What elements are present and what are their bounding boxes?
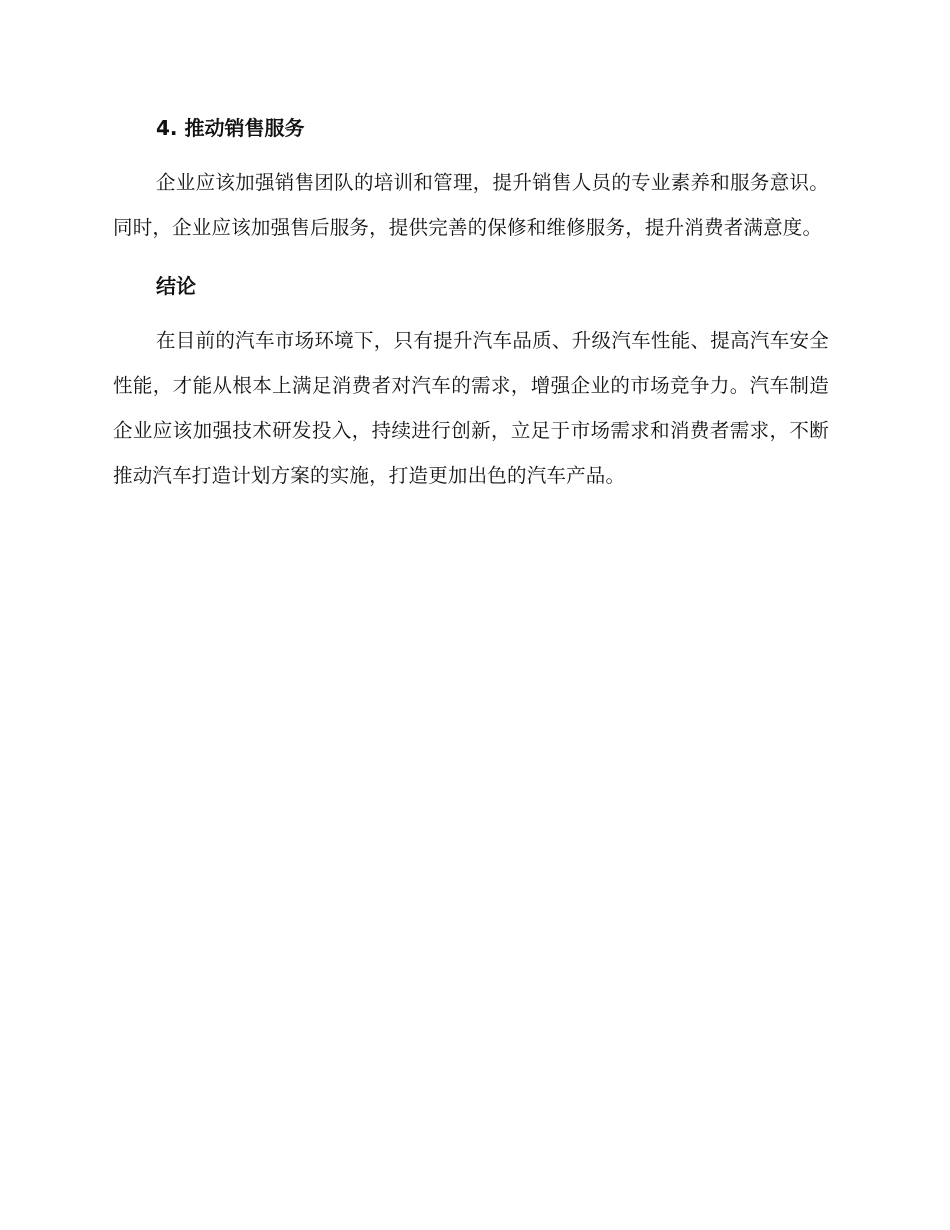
- section-heading-conclusion: 结论: [156, 274, 196, 298]
- paragraph-conclusion: 在目前的汽车市场环境下，只有提升汽车品质、升级汽车性能、提高汽车安全性能，才能从根本上满足消费者对汽车的需求，增强企业的市场竞争力。汽车制造企业应该加强技术研发投入，持续进行创新，立足于市场需求和消费者需求，不断推动汽车打造计划方案的实施，打造更加出色的汽车产品。: [113, 329, 829, 487]
- document-body: [113, 108, 829, 514]
- paragraph-sales-service: 企业应该加强销售团队的培训和管理，提升销售人员的专业素养和服务意识。同时，企业应该加强售后服务，提供完善的保修和维修服务，提升消费者满意度。: [113, 171, 829, 239]
- section-heading-sales-service: 4. 推动销售服务: [156, 116, 305, 140]
